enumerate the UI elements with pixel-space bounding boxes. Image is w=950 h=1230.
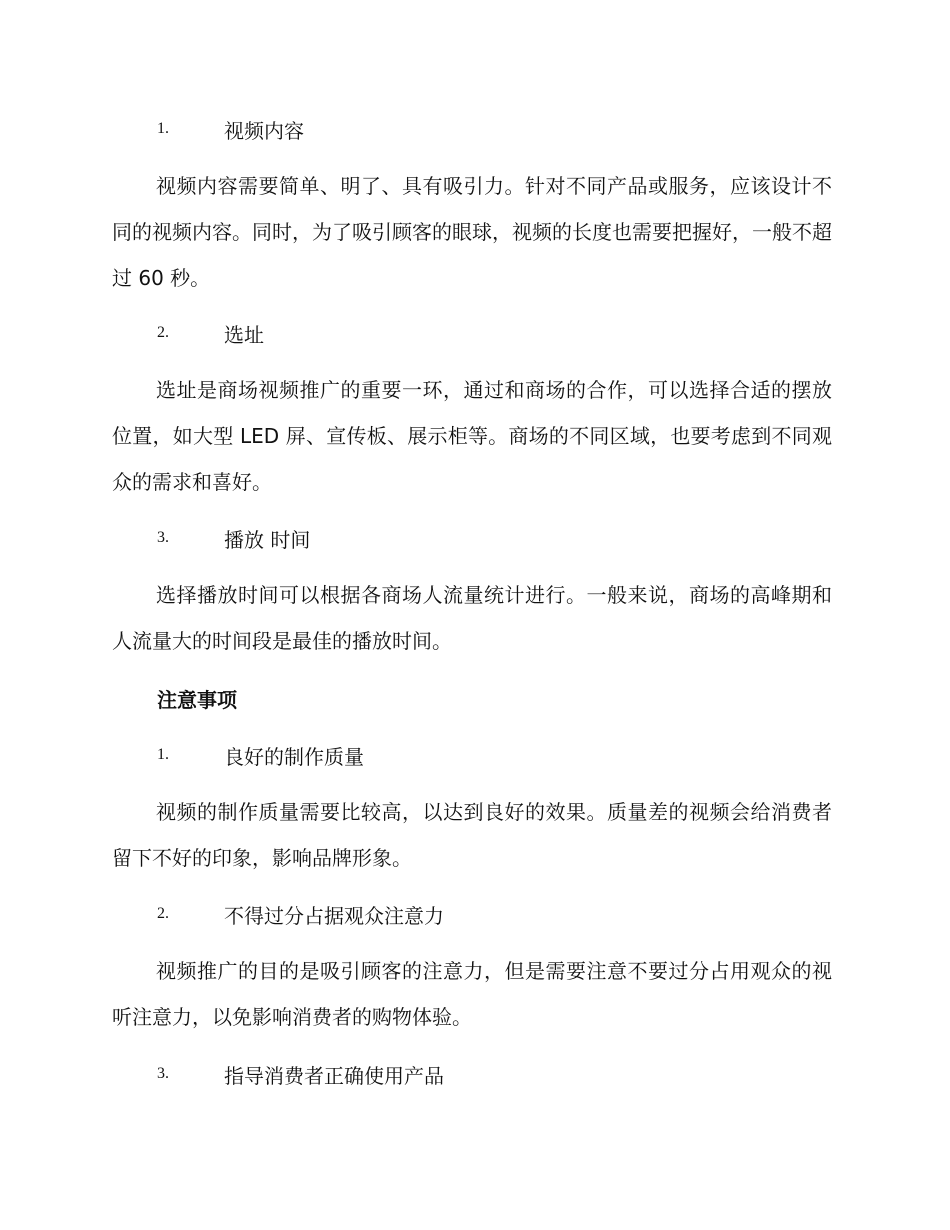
list-heading (157, 523, 310, 553)
list-number: 3. (157, 1065, 169, 1082)
list-number: 2. (157, 905, 169, 922)
list-heading (157, 740, 364, 770)
list-heading (157, 318, 264, 348)
section-title: 注意事项 (157, 687, 237, 712)
list-number: 2. (157, 324, 169, 341)
list-heading-text: 指导消费者正确使用产品 (224, 1063, 444, 1088)
list-heading (157, 1059, 444, 1089)
list-heading-text: 视频内容 (224, 118, 304, 143)
list-heading (157, 899, 444, 929)
list-heading (157, 114, 304, 144)
list-heading-text: 良好的制作质量 (224, 744, 364, 769)
list-number: 1. (157, 120, 169, 137)
paragraph: 选址是商场视频推广的重要一环，通过和商场的合作，可以选择合适的摆放位置，如大型 LED 屏、宣传板、展示柜等。商场的不同区域，也要考虑到不同观众的需求和喜好。 (112, 378, 832, 494)
paragraph: 选择播放时间可以根据各商场人流量统计进行。一般来说，商场的高峰期和人流量大的时间段是最佳的播放时间。 (112, 583, 832, 653)
paragraph: 视频的制作质量需要比较高，以达到良好的效果。质量差的视频会给消费者留下不好的印象，影响品牌形象。 (112, 800, 832, 870)
list-number: 3. (157, 529, 169, 546)
paragraph: 视频推广的目的是吸引顾客的注意力，但是需要注意不要过分占用观众的视听注意力，以免影响消费者的购物体验。 (112, 959, 832, 1029)
list-heading-text: 选址 (224, 322, 264, 347)
paragraph: 视频内容需要简单、明了、具有吸引力。针对不同产品或服务，应该设计不同的视频内容。同时，为了吸引顾客的眼球，视频的长度也需要把握好，一般不超过 60 秒。 (112, 174, 832, 290)
list-number: 1. (157, 746, 169, 763)
list-heading-text: 不得过分占据观众注意力 (224, 903, 444, 928)
list-heading-text: 播放 时间 (224, 527, 311, 552)
